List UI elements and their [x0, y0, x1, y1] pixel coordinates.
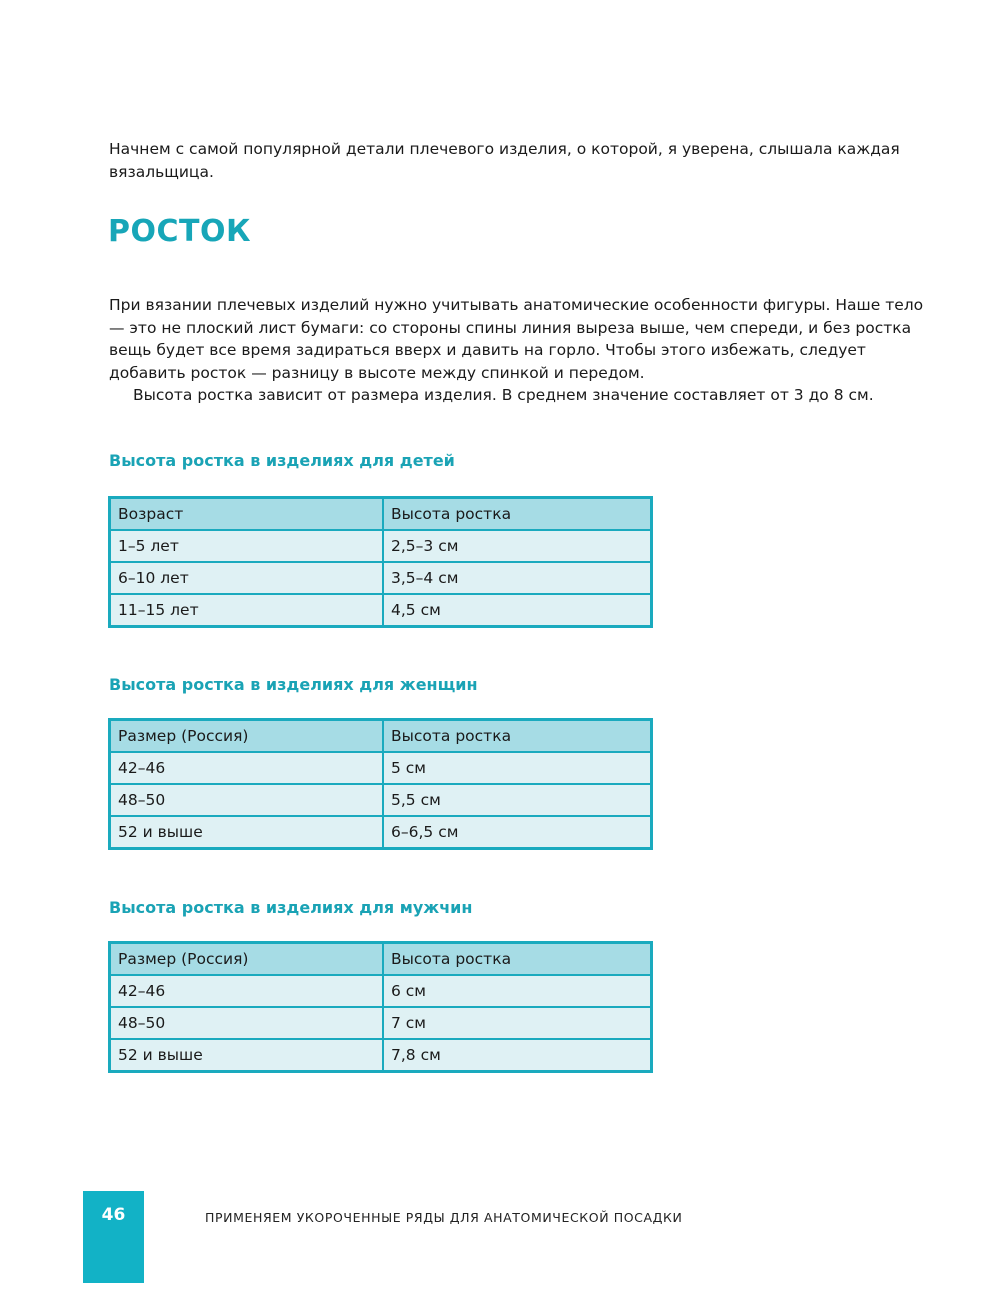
running-title: ПРИМЕНЯЕМ УКОРОЧЕННЫЕ РЯДЫ ДЛЯ АНАТОМИЧЕСКОЙ ПОСАДКИ [205, 1210, 683, 1225]
header-cell: Высота ростка [383, 943, 652, 976]
women-table [108, 718, 653, 850]
table-cell: 5,5 см [383, 784, 652, 816]
table-cell: 52 и выше [110, 816, 384, 849]
table-row [110, 562, 652, 594]
table-cell: 5 см [383, 752, 652, 784]
table-cell: 7 см [383, 1007, 652, 1039]
table-cell: 6–10 лет [110, 562, 384, 594]
table-title-women: Высота ростка в изделиях для женщин [109, 675, 478, 694]
table-cell: 42–46 [110, 975, 384, 1007]
table-cell: 7,8 см [383, 1039, 652, 1072]
body-paragraph: При вязании плечевых изделий нужно учитывать анатомические особенности фигуры. Наше тело — это не плоский лист бумаги: со стороны спины линия выреза выше, чем спереди, и без ростка вещь будет все время задираться вверх и давить на горло. Чтобы этого избежать, следует добавить росток — разницу в высоте между спинкой и передом. [109, 296, 924, 382]
header-cell: Высота ростка [383, 720, 652, 753]
table-cell: 6–6,5 см [383, 816, 652, 849]
intro-paragraph: Начнем с самой популярной детали плечевого изделия, о которой, я уверена, слышала каждая вязальщица. [109, 140, 900, 181]
table-cell: 11–15 лет [110, 594, 384, 627]
table-cell: 3,5–4 см [383, 562, 652, 594]
table-cell: 42–46 [110, 752, 384, 784]
table-header-row [110, 943, 652, 976]
table-title-men: Высота ростка в изделиях для мужчин [109, 898, 473, 917]
table-row [110, 752, 652, 784]
table-row [110, 530, 652, 562]
header-cell: Размер (Россия) [110, 720, 384, 753]
table-header-row [110, 498, 652, 531]
table-cell: 4,5 см [383, 594, 652, 627]
table-cell: 52 и выше [110, 1039, 384, 1072]
table-row [110, 784, 652, 816]
table-title-children: Высота ростка в изделиях для детей [109, 451, 455, 470]
page-number-box [83, 1191, 144, 1283]
men-table [108, 941, 653, 1073]
table-cell: 48–50 [110, 784, 384, 816]
body-paragraph: Высота ростка зависит от размера изделия. В среднем значение составляет от 3 до 8 см. [133, 386, 874, 404]
table-row [110, 1007, 652, 1039]
table-cell: 6 см [383, 975, 652, 1007]
table-row [110, 816, 652, 849]
page-number: 46 [101, 1205, 126, 1225]
table-row [110, 1039, 652, 1072]
header-cell: Размер (Россия) [110, 943, 384, 976]
table-cell: 1–5 лет [110, 530, 384, 562]
table-row [110, 975, 652, 1007]
table-cell: 2,5–3 см [383, 530, 652, 562]
table-header-row [110, 720, 652, 753]
table-row [110, 594, 652, 627]
section-title: РОСТОК [108, 214, 251, 249]
children-table [108, 496, 653, 628]
header-cell: Высота ростка [383, 498, 652, 531]
table-cell: 48–50 [110, 1007, 384, 1039]
header-cell: Возраст [110, 498, 384, 531]
